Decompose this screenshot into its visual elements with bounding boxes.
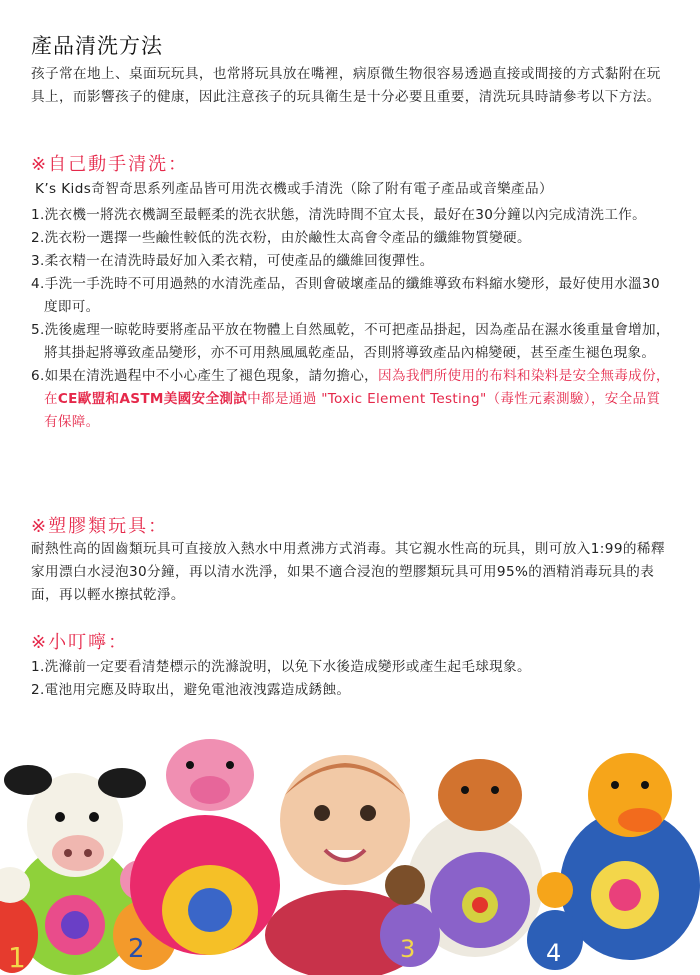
list-item: 2.洗衣粉一選擇一些鹼性較低的洗衣粉，由於鹼性太高會令產品的纖維物質變硬。 bbox=[31, 230, 531, 246]
list-item-safety bbox=[31, 365, 673, 434]
section-lead: K’s Kids奇智奇思系列產品皆可用洗衣機或手清洗（除了附有電子產品或音樂產品） bbox=[35, 181, 554, 197]
toy-number-4: 4 bbox=[546, 939, 562, 967]
section-heading-plastic: ※塑膠類玩具： bbox=[31, 516, 169, 537]
list-item: 3.柔衣精一在清洗時最好加入柔衣精，可使產品的纖維回復彈性。 bbox=[31, 253, 434, 269]
pig-toy bbox=[130, 739, 280, 955]
toys-and-baby-photo bbox=[0, 735, 700, 975]
page-title: 產品清洗方法 bbox=[31, 34, 163, 58]
wash-steps-list bbox=[31, 204, 673, 434]
safety-test-note: 中都是通過 "Toxic Element Testing"（毒性元素測驗），安全品質有保障。 bbox=[44, 391, 661, 430]
intro-paragraph: 孩子常在地上、桌面玩玩具，也常將玩具放在嘴裡，病原微生物很容易透過直接或間接的方式黏附在玩具上，而影響孩子的健康，因此注意孩子的玩具衛生是十分必要且重要，清洗玩具時請參考以下方法。 bbox=[31, 66, 661, 105]
section-heading-tips: ※小叮嚀： bbox=[31, 632, 129, 653]
section-heading-self-wash: ※自己動手清洗： bbox=[31, 154, 189, 175]
list-item: 4.手洗一手洗時不可用過熱的水清洗產品，否則會破壞產品的纖維導致布料縮水變形，最好使用水溫30度即可。 bbox=[31, 276, 660, 315]
toy-number-1: 1 bbox=[8, 941, 26, 974]
plastic-paragraph: 耐熱性高的固齒類玩具可直接放入熱水中用煮沸方式消毒。其它親水性高的玩具，則可放入1:99的稀釋家用漂白水浸泡30分鐘，再以清水洗淨，如果不適合浸泡的塑膠類玩具可用95%的酒精消毒玩具的表面，再以輕水擦拭乾淨。 bbox=[31, 541, 665, 603]
list-item: 1.洗衣機一將洗衣機調至最輕柔的洗衣狀態，清洗時間不宜太長，最好在30分鐘以內完成清洗工作。 bbox=[31, 207, 647, 223]
safety-highlight: 因為我們所使用的布料和染料是安全無毒成份，在 bbox=[44, 368, 670, 407]
safety-prefix: 6.如果在清洗過程中不小心產生了褪色現象，請勿擔心， bbox=[31, 368, 379, 384]
toy-number-3: 3 bbox=[400, 935, 416, 963]
toy-number-2: 2 bbox=[128, 934, 145, 964]
list-item: 2.電池用完應及時取出，避免電池液洩露造成銹蝕。 bbox=[31, 682, 351, 698]
safety-certification: CE歐盟和ASTM美國安全測試 bbox=[57, 391, 248, 407]
list-item: 1.洗滌前一定要看清楚標示的洗滌說明，以免下水後造成變形或產生起毛球現象。 bbox=[31, 659, 531, 675]
list-item: 5.洗後處理一晾乾時要將產品平放在物體上自然風乾，不可把產品掛起，因為產品在濕水後重量會增加，將其掛起將導致產品變形，亦不可用熱風風乾產品，否則將導致產品內棉變硬，甚至產生褪色現象。 bbox=[31, 322, 670, 361]
tips-list bbox=[31, 656, 673, 702]
